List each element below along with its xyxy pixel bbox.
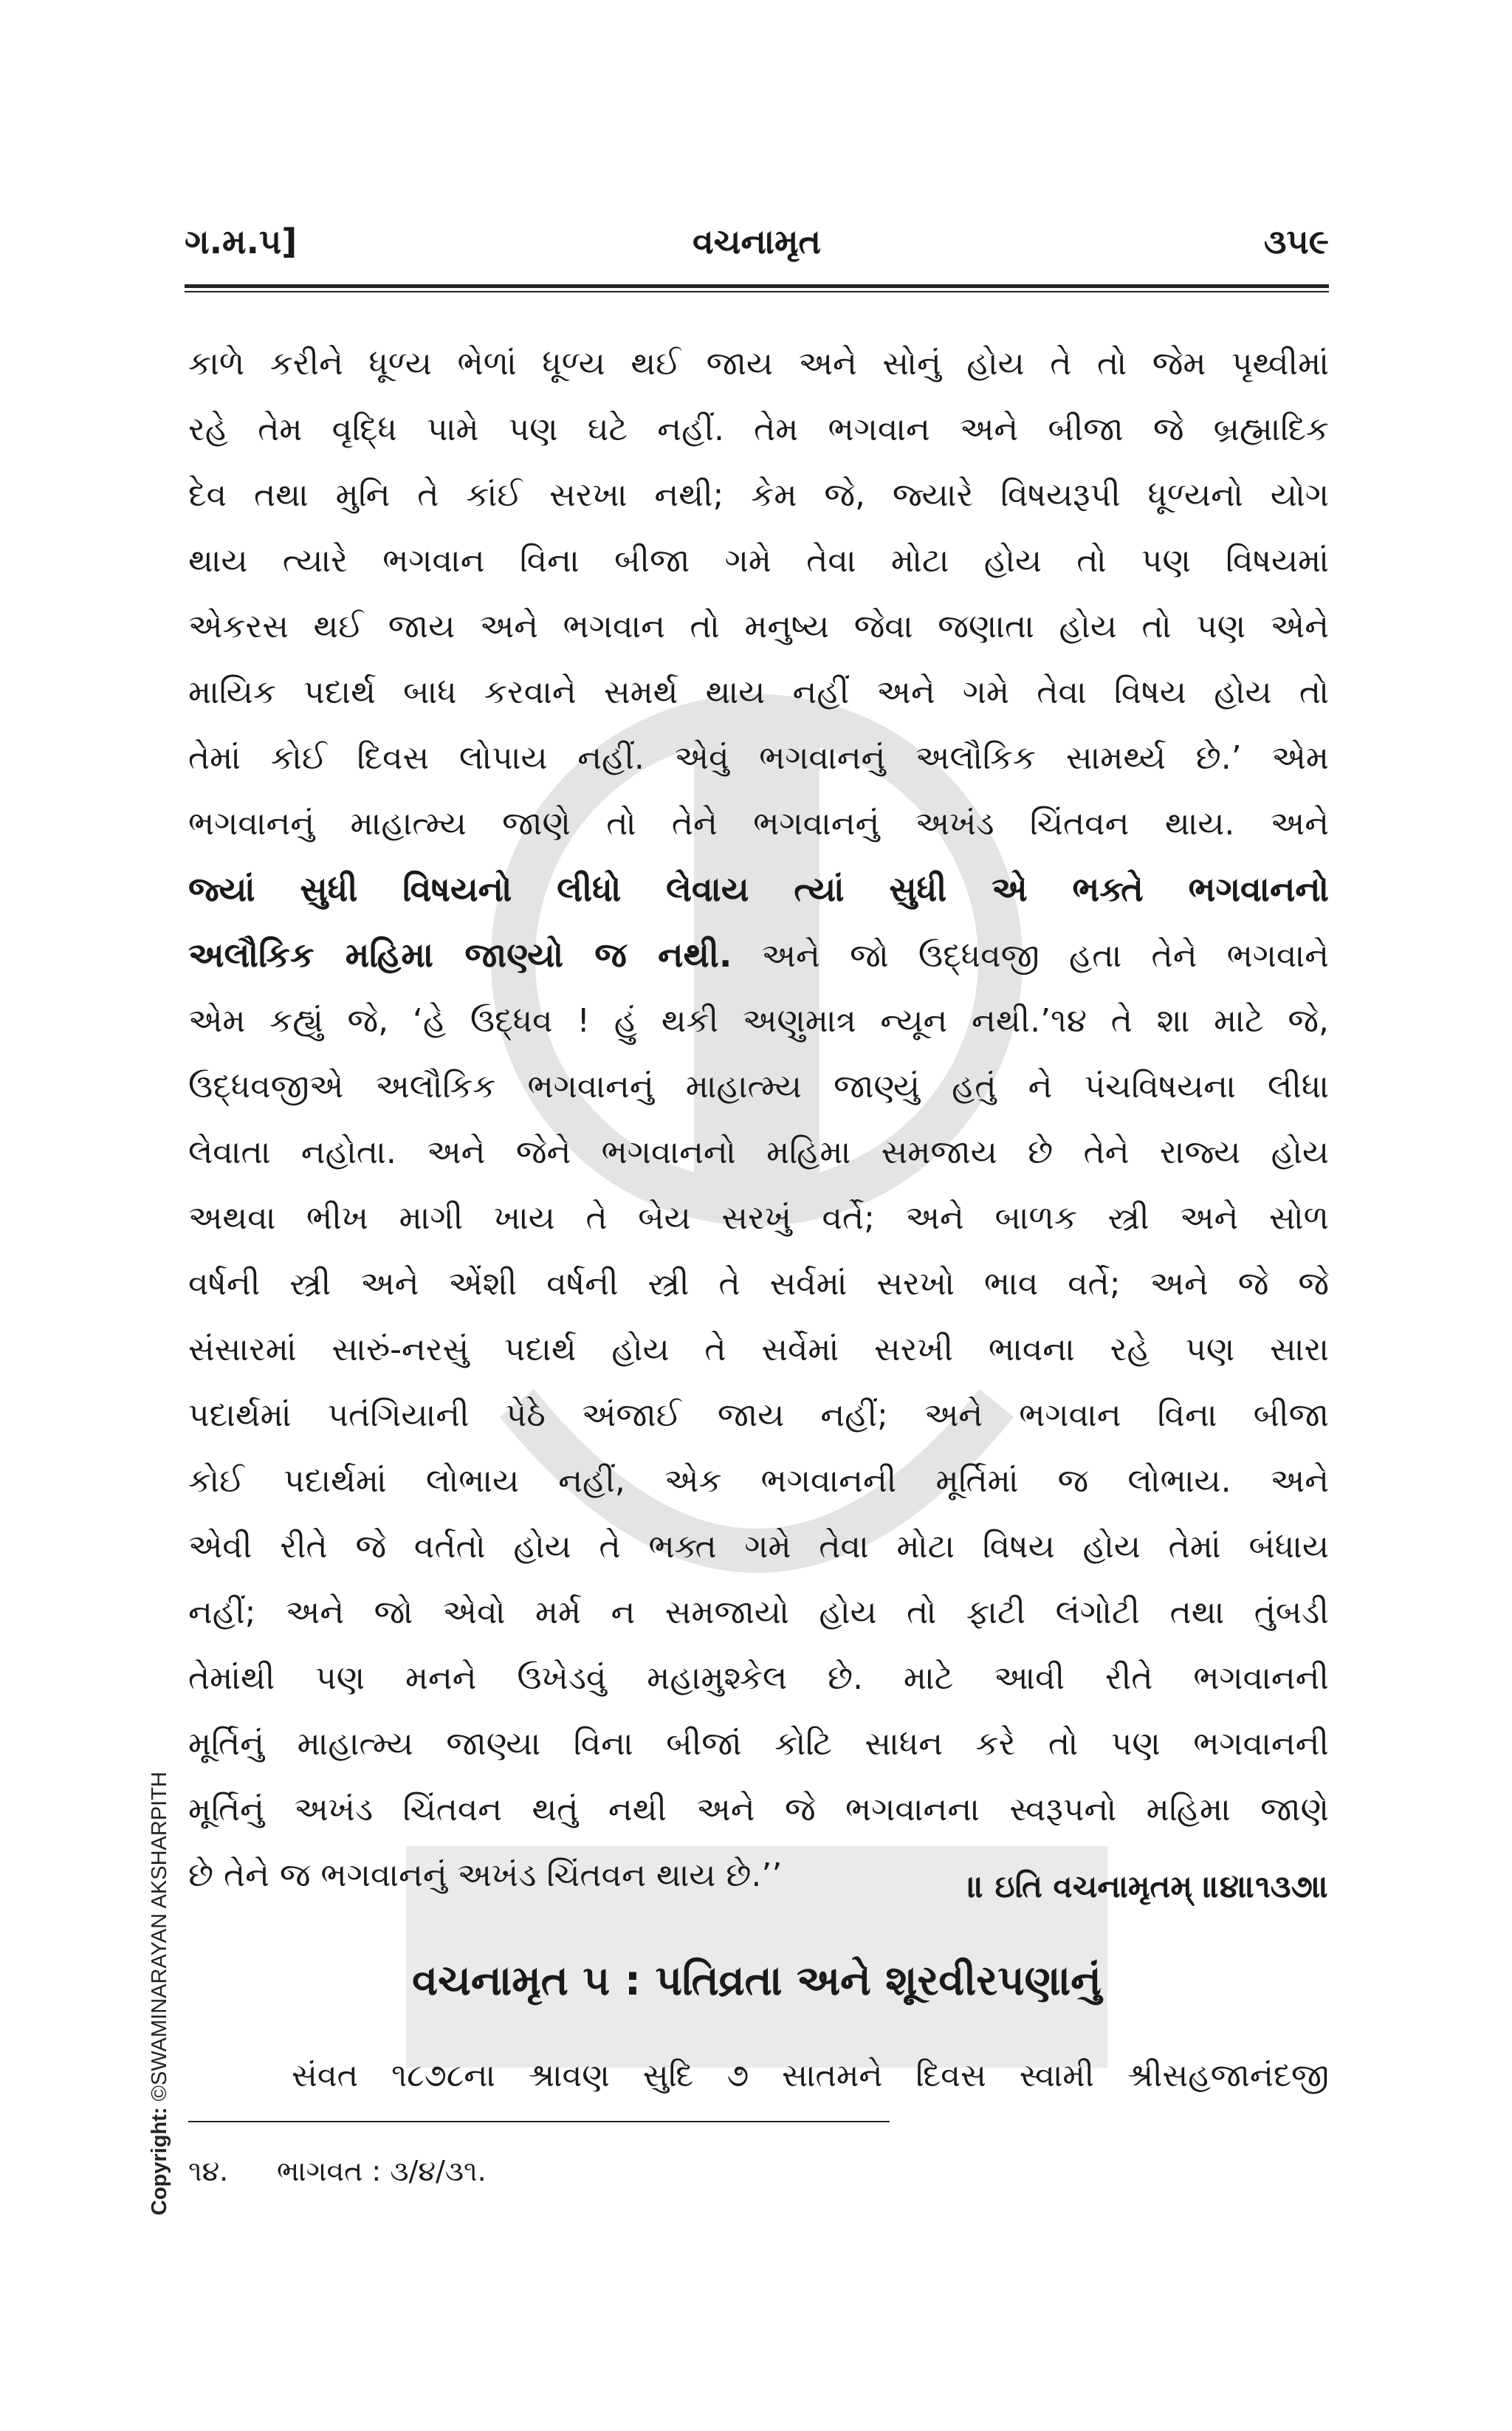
chapter-title: વચનામૃત ૫ : પતિવ્રતા અને શૂરવીરપણાનું: [412, 1957, 1102, 2005]
header-rule-thin: [185, 291, 1329, 292]
text-line: મૂર્તિનું માહાત્મ્ય જાણ્યા વિના બીજાં કોટિ સાધન કરે તો પણ ભગવાનની: [188, 1725, 1329, 1763]
text-line: વર્ષની સ્ત્રી અને એંશી વર્ષની સ્ત્રી તે સર્વમાં સરખો ભાવ વર્તે; અને જે જે: [188, 1265, 1329, 1303]
text-line: મૂર્તિનું અખંડ ચિંતવન થતું નથી અને જે ભગવાનના સ્વરૂપનો મહિમા જાણે: [188, 1791, 1329, 1828]
body-text: [188, 331, 1329, 1908]
copyright-notice: [148, 1772, 172, 2215]
text-line: થાય ત્યારે ભગવાન વિના બીજા ગમે તેવા મોટા હોય તો પણ વિષયમાં: [188, 542, 1329, 580]
footnote-number: ૧૪.: [188, 2155, 229, 2187]
text-line: એવી રીતે જે વર્તતો હોય તે ભક્ત ગમે તેવા મોટા વિષય હોય તેમાં બંધાય: [188, 1528, 1329, 1566]
chapter-opening-line: સંવત ૧૮૭૮ના શ્રાવણ સુદિ ૭ સાતમને દિવસ સ્વામી શ્રીસહજાનંદજી: [292, 2057, 1329, 2094]
chapter-end-marker: ॥ ઇતિ વચનામૃતમ્ ॥૪॥૧૩૭॥: [967, 1868, 1329, 1904]
text-line: તેમાંથી પણ મનને ઉખેડવું મહામુશ્કેલ છે. માટે આવી રીતે ભગવાનની: [188, 1659, 1329, 1697]
text-line: એકરસ થઈ જાય અને ભગવાન તો મનુષ્ય જેવા જણાતા હોય તો પણ એને: [188, 608, 1329, 645]
header-rule-thick: [185, 284, 1329, 288]
text-line: સંસારમાં સારું-નરસું પદાર્થ હોય તે સર્વેમાં સરખી ભાવના રહે પણ સારા: [188, 1331, 1329, 1368]
footnote-text: ભાગવત : ૩/૪/૩૧.: [277, 2155, 487, 2187]
text-line: માયિક પદાર્થ બાધ કરવાને સમર્થ થાય નહીં અને ગમે તેવા વિષય હોય તો: [188, 673, 1329, 711]
copyright-text: ©SWAMINARAYAN AKSHARPITH: [148, 1772, 171, 2108]
text-line: કોઈ પદાર્થમાં લોભાય નહીં, એક ભગવાનની મૂર્તિમાં જ લોભાય. અને: [188, 1462, 1329, 1500]
text-line: નહીં; અને જો એવો મર્મ ન સમજાયો હોય તો ફાટી લંગોટી તથા તુંબડી: [188, 1594, 1329, 1631]
copyright-label: Copyright:: [148, 2107, 171, 2215]
footnote-rule: [188, 2121, 890, 2122]
bold-emphasis-text: અલૌકિક મહિમા જાણ્યો જ નથી.: [188, 935, 732, 975]
text-line: તેમાં કોઈ દિવસ લોપાય નહીં. એવું ભગવાનનું અલૌકિક સામર્થ્ય છે.’ એમ: [188, 739, 1329, 777]
text-line: રહે તેમ વૃદ્ધિ પામે પણ ઘટે નહીં. તેમ ભગવાન અને બીજા જે બ્રહ્માદિક: [188, 411, 1329, 448]
page-header: [185, 222, 1329, 273]
text-line-last: છે તેને જ ભગવાનનું અખંડ ચિંતવન થાય છે.’’: [188, 1856, 783, 1894]
text-line: કાળે કરીને ધૂળ્ય ભેળાં ધૂળ્ય થઈ જાય અને સોનું હોય તે તો જેમ પૃથ્વીમાં: [188, 345, 1329, 383]
text-line: દેવ તથા મુનિ તે કાંઈ સરખા નથી; કેમ જે, જ્યારે વિષયરૂપી ધૂળ્યનો યોગ: [188, 476, 1329, 514]
normal-text: અને જો ઉદ્ધવજી હતા તેને ભગવાને: [732, 937, 1329, 975]
mixed-emphasis-line: [188, 922, 1329, 988]
header-chapter-ref: ગ.મ.૫]: [185, 222, 298, 261]
text-line: અથવા ભીખ માગી ખાય તે બેય સરખું વર્તે; અને બાળક સ્ત્રી અને સોળ: [188, 1199, 1329, 1237]
text-line: ભગવાનનું માહાત્મ્ય જાણે તો તેને ભગવાનનું અખંડ ચિંતવન થાય. અને: [188, 805, 1329, 843]
text-line: પદાર્થમાં પતંગિયાની પેઠે અંજાઈ જાય નહીં; અને ભગવાન વિના બીજા: [188, 1396, 1329, 1434]
bold-emphasis-line: જ્યાં સુધી વિષયનો લીધો લેવાય ત્યાં સુધી એ ભક્તે ભગવાનનો: [188, 869, 1329, 909]
text-line: એમ કહ્યું જે, ‘હે ઉદ્ધવ ! હું થકી અણુમાત્ર ન્યૂન નથી.’૧૪ તે શા માટે જે,: [188, 1002, 1329, 1040]
header-book-title: વચનામૃત: [693, 222, 821, 261]
text-line: લેવાતા નહોતા. અને જેને ભગવાનનો મહિમા સમજાય છે તેને રાજ્ય હોય: [188, 1134, 1329, 1171]
footnote: [188, 2155, 487, 2188]
header-page-number: ૩૫૯: [1263, 222, 1329, 261]
text-line: ઉદ્ધવજીએ અલૌકિક ભગવાનનું માહાત્મ્ય જાણ્યું હતું ને પંચવિષયના લીધા: [188, 1068, 1329, 1105]
